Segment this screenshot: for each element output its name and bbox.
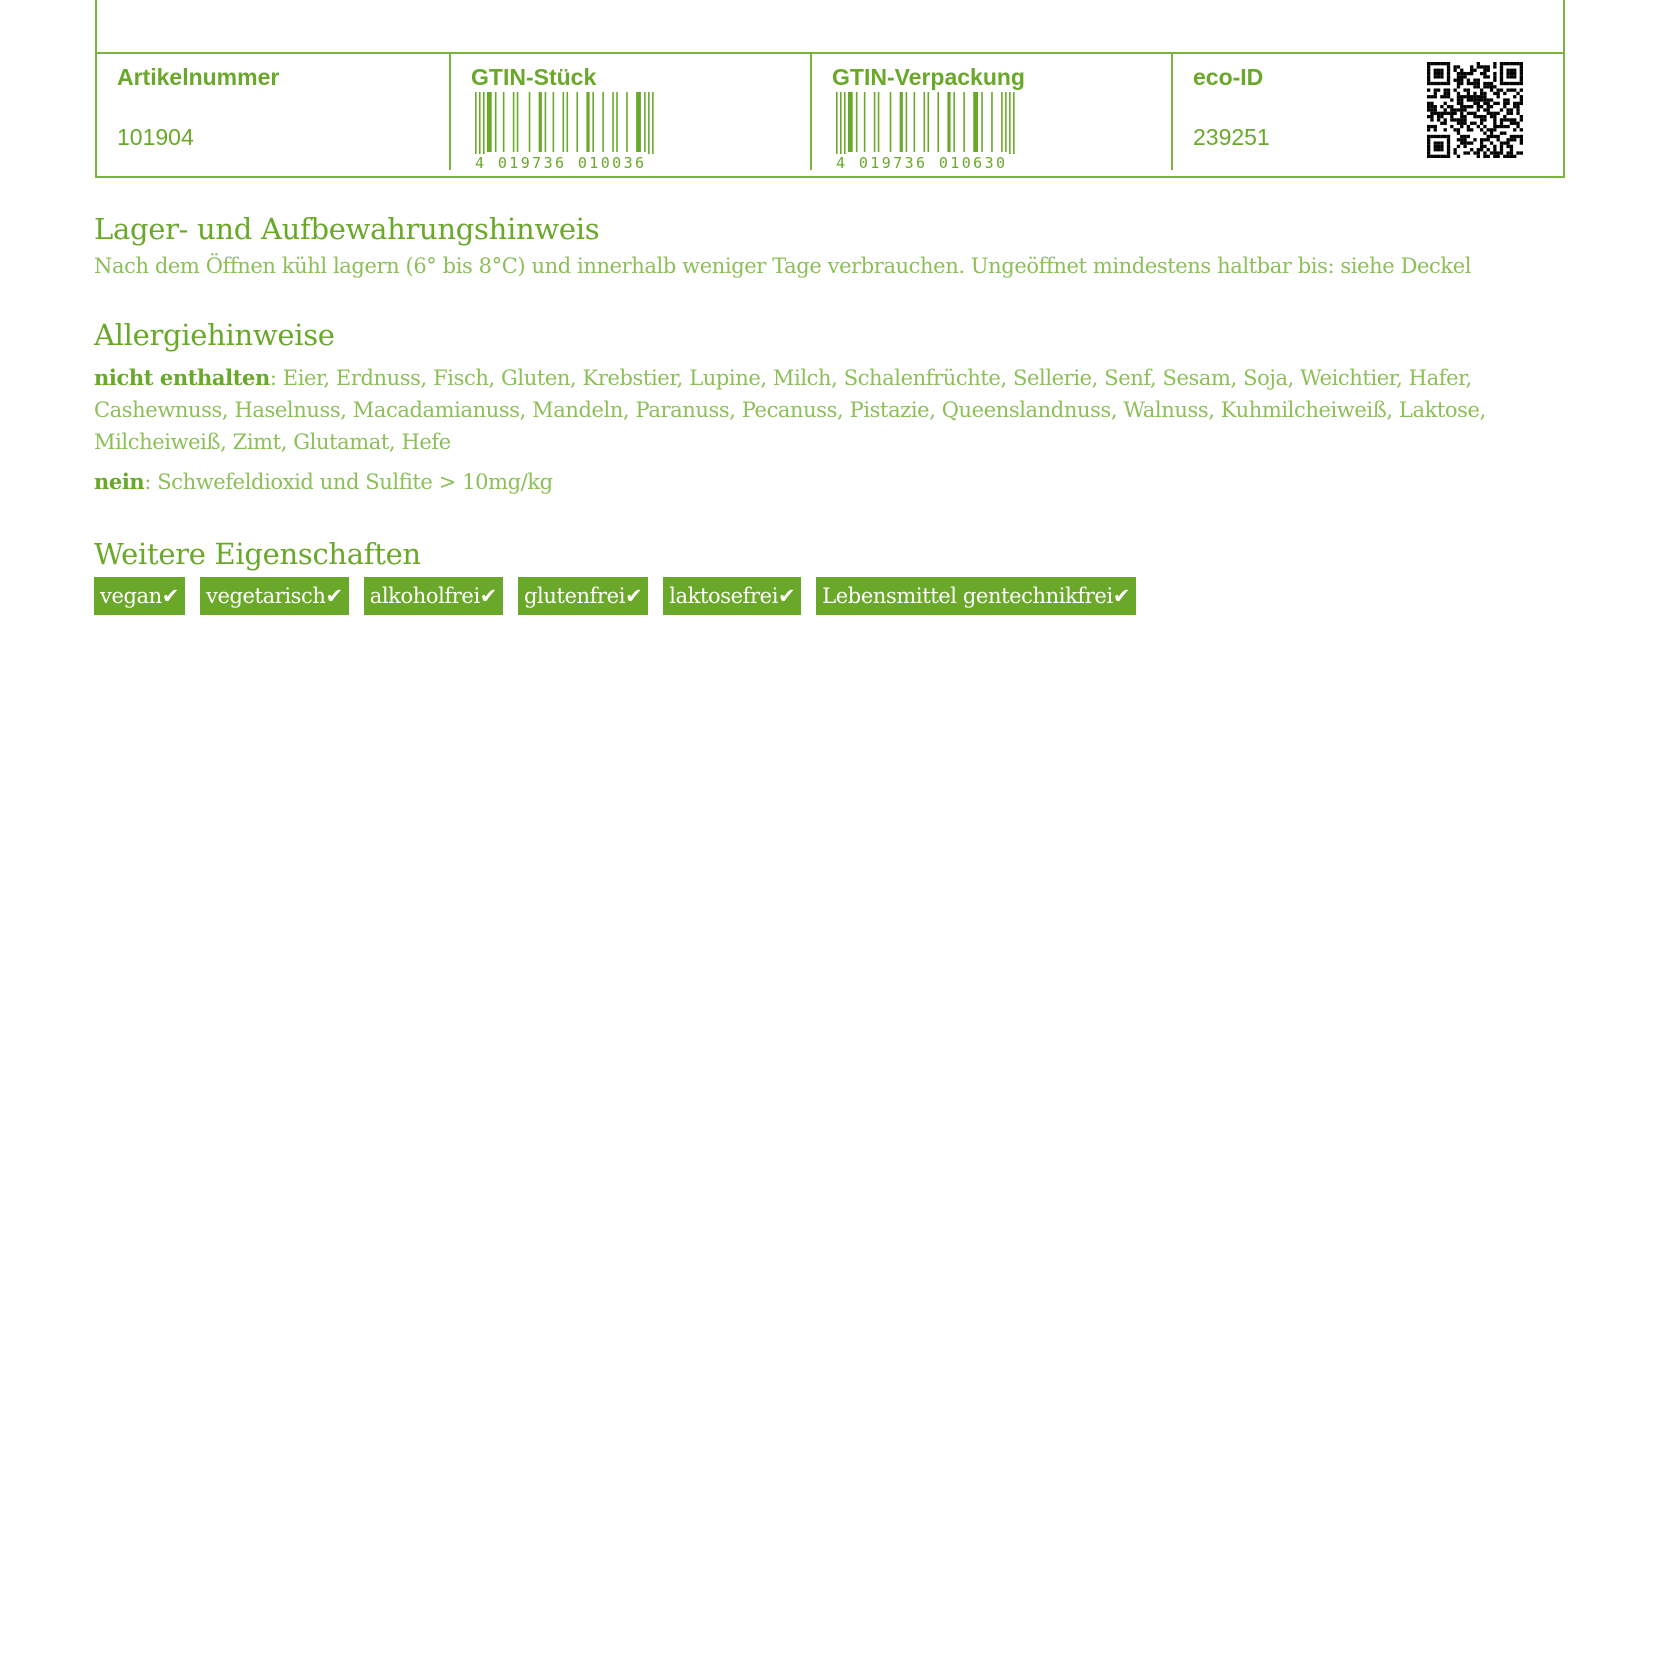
- properties-section: [94, 537, 1564, 615]
- allergy-section: [94, 318, 1564, 498]
- gtin-piece-cell: [451, 54, 812, 170]
- product-info-row: [97, 52, 1563, 176]
- badge-vegetarian: vegetarisch✔: [200, 577, 349, 615]
- allergy-title: Allergiehinweise: [94, 318, 335, 352]
- badge-gluten-free: glutenfrei✔: [518, 577, 648, 615]
- gtin-pack-cell: [812, 54, 1173, 170]
- eco-id-value: 239251: [1193, 124, 1270, 150]
- property-badges: [94, 577, 1564, 615]
- eco-id-cell: [1173, 54, 1563, 176]
- storage-text: Nach dem Öffnen kühl lagern (6° bis 8°C) und innerhalb weniger Tage verbrauchen. Ungeöffnet mindestens haltbar bis: siehe Deckel: [94, 254, 1472, 278]
- badge-lactose-free: laktosefrei✔: [663, 577, 801, 615]
- no-label: nein: [94, 469, 145, 494]
- product-info-table: [95, 0, 1565, 178]
- not-contained-label: nicht enthalten: [94, 365, 270, 390]
- article-number-label: Artikelnummer: [117, 64, 280, 90]
- properties-title: Weitere Eigenschaften: [94, 537, 421, 571]
- qr-code-icon: [1427, 62, 1523, 158]
- badge-vegan: vegan✔: [94, 577, 185, 615]
- gtin-piece-label: GTIN-Stück: [471, 64, 597, 90]
- eco-id-label: eco-ID: [1193, 64, 1264, 90]
- gtin-pack-barcode: [836, 92, 1021, 154]
- gtin-piece-number: 4 019736 010036: [475, 154, 647, 172]
- allergy-not-contained: [94, 362, 1564, 458]
- storage-title: Lager- und Aufbewahrungshinweis: [94, 212, 600, 246]
- badge-gmo-free: Lebensmittel gentechnikfrei✔: [816, 577, 1136, 615]
- gtin-pack-number: 4 019736 010630: [836, 154, 1008, 172]
- allergy-no: [94, 466, 1564, 498]
- storage-section: [94, 212, 1564, 282]
- badge-alcohol-free: alkoholfrei✔: [364, 577, 503, 615]
- no-text: : Schwefeldioxid und Sulfite > 10mg/kg: [144, 470, 553, 494]
- article-number-cell: [97, 54, 451, 170]
- gtin-pack-label: GTIN-Verpackung: [832, 64, 1025, 90]
- not-contained-list: : Eier, Erdnuss, Fisch, Gluten, Krebstier, Lupine, Milch, Schalenfrüchte, Sellerie, Senf, Sesam, Soja, Weichtier, Hafer, Cashewnuss, Haselnuss, Macadamianuss, Mandeln, Paranuss, Pecanuss, Pistazie, Queenslandnuss, Walnuss, Kuhmilcheiweiß, Laktose, Milcheiweiß, Zimt, Glutamat, Hefe: [94, 366, 1486, 454]
- article-number-value: 101904: [117, 124, 194, 150]
- gtin-piece-barcode: [475, 92, 660, 154]
